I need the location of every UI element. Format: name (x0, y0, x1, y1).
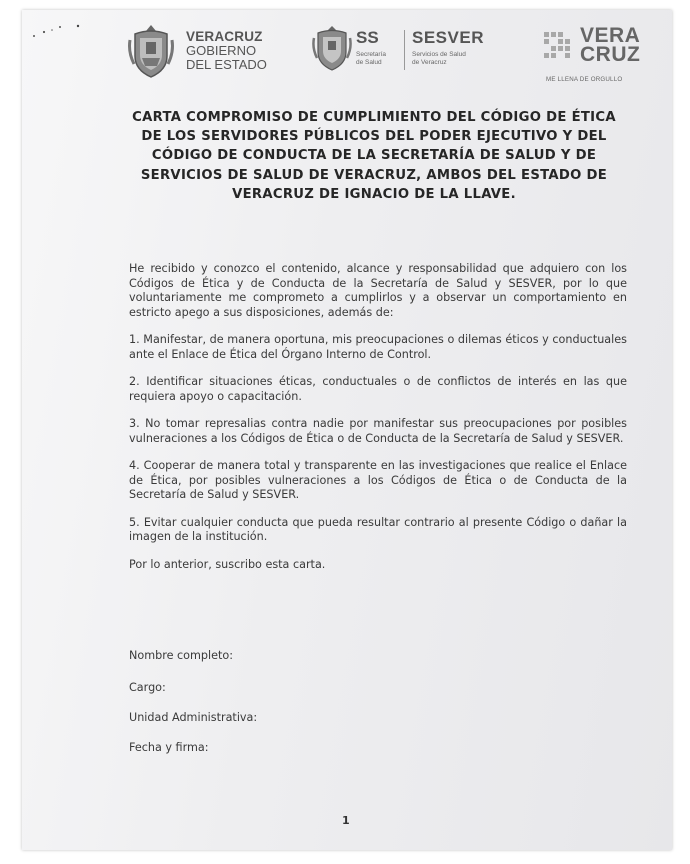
sesver-abbr: SESVER (412, 28, 484, 47)
document-body (129, 262, 627, 585)
ss-name (356, 51, 396, 66)
sesver-name-line2: de Veracruz (412, 58, 447, 66)
ss-shield-icon (312, 24, 352, 74)
field-fecha-y-firma: Fecha y firma: (129, 741, 209, 754)
field-cargo: Cargo: (129, 681, 166, 694)
list-item: 1. Manifestar, de manera oportuna, mis preocupaciones o dilemas éticos y conductuales ante el Enlace de Ética del Órgano Interno de Control. (129, 333, 627, 361)
logo-veracruz-brand (542, 24, 662, 90)
list-item: 3. No tomar represalias contra nadie por manifestar sus preocupaciones por posibles vulneraciones a los Códigos de Ética o de Conducta de la Secretaría de Salud y SESVER. (129, 417, 627, 445)
list-item: 2. Identificar situaciones éticas, conductuales o de conflictos de interés en las que requiera apoyo o capacitación. (129, 375, 627, 403)
sesver-name-line1: Servicios de Salud (412, 51, 466, 58)
gobierno-line3: DEL ESTADO (186, 57, 267, 72)
gobierno-line1: VERACRUZ (186, 29, 263, 44)
ss-name-line1: Secretaría (356, 51, 386, 58)
field-nombre-completo: Nombre completo: (129, 649, 233, 662)
veracruz-tagline: ME LLENA DE ORGULLO (546, 76, 623, 83)
gobierno-text (186, 30, 267, 72)
ss-abbr: SS (356, 28, 379, 47)
veracruz-wordmark (580, 26, 640, 64)
coat-of-arms-icon (126, 22, 176, 80)
intro-paragraph: He recibido y conozco el contenido, alcance y responsabilidad que adquiero con los Códigos de Ética y de Conducta de la Secretaría de Salud y SESVER, por lo que voluntariamente me comprometo a cumplirlos y a observar un comportamiento en estricto apego a sus disposiciones, además de: (129, 262, 627, 319)
document-title: CARTA COMPROMISO DE CUMPLIMIENTO DEL CÓDIGO DE ÉTICA DE LOS SERVIDORES PÚBLICOS DEL PODER EJECUTIVO Y DEL CÓDIGO DE CONDUCTA DE LA SECRETARÍA DE SALUD Y DE SERVICIOS DE SALUD DE VERACRUZ, AMBOS DEL ESTADO DE VERACRUZ DE IGNACIO DE LA LLAVE. (132, 110, 616, 202)
veracruz-wordmark-line2: CRUZ (580, 43, 641, 66)
dots-pattern-icon (542, 30, 576, 64)
list-item: 4. Cooperar de manera total y transparente en las investigaciones que realice el Enlace de Ética, por posibles vulneraciones a los Códigos de Ética o de Conducta de la Secretaría de Salud y SESVER. (129, 459, 627, 501)
gobierno-line2: GOBIERNO (186, 43, 257, 58)
ss-name-line2: de Salud (356, 58, 382, 66)
veracruz-wordmark-line1: VERA (580, 24, 641, 47)
logo-ss-sesver (312, 24, 512, 80)
letterhead (22, 10, 672, 90)
sesver-name (412, 51, 492, 66)
list-item: 5. Evitar cualquier conducta que pueda resultar contrario al presente Código o dañar la imagen de la institución. (129, 515, 627, 543)
closing-paragraph: Por lo anterior, suscribo esta carta. (129, 557, 326, 571)
field-unidad-administrativa: Unidad Administrativa: (129, 711, 258, 724)
page-number: 1 (342, 814, 350, 827)
logo-gobierno-veracruz (126, 22, 276, 82)
document-page (22, 10, 672, 850)
logo-divider (404, 30, 405, 70)
